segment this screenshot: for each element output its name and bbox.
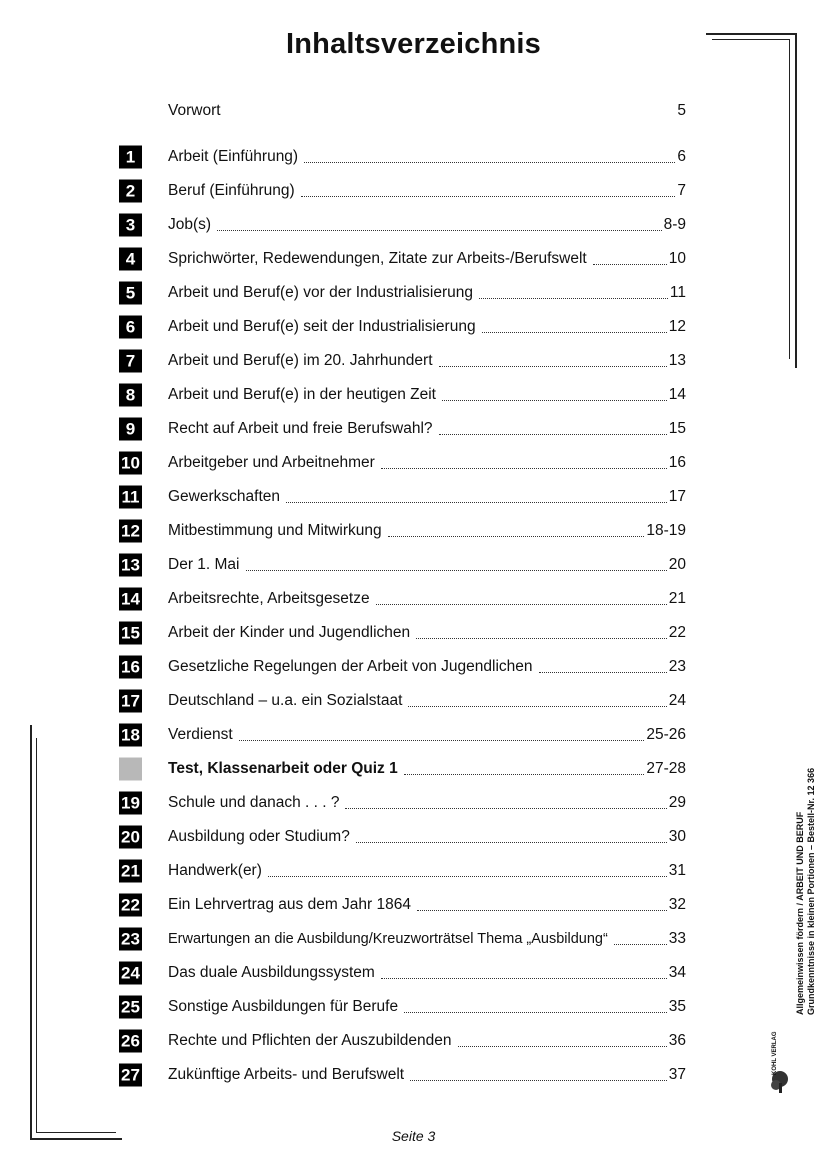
toc-label: Arbeit und Beruf(e) in der heutigen Zeit bbox=[168, 386, 436, 403]
toc-page: 16 bbox=[668, 454, 686, 471]
toc-entry bbox=[168, 140, 686, 174]
toc-row bbox=[117, 480, 690, 514]
chapter-number-box: 7 bbox=[119, 350, 142, 373]
toc-row bbox=[117, 276, 690, 310]
toc-entry bbox=[168, 616, 686, 650]
toc-leader bbox=[410, 1079, 667, 1081]
toc-page: 7 bbox=[677, 182, 686, 199]
chapter-number-box: 19 bbox=[119, 792, 142, 815]
toc-row bbox=[117, 412, 690, 446]
toc-leader bbox=[356, 841, 667, 843]
toc-row bbox=[117, 140, 690, 174]
toc-entry bbox=[168, 888, 686, 922]
chapter-number-box: 25 bbox=[119, 996, 142, 1019]
toc-row bbox=[117, 1024, 690, 1058]
chapter-number-box: 1 bbox=[119, 146, 142, 169]
toc-page: 18-19 bbox=[646, 522, 686, 539]
toc-row bbox=[117, 1058, 690, 1092]
toc-entry bbox=[168, 242, 686, 276]
toc-leader bbox=[458, 1045, 667, 1047]
toc-page: 13 bbox=[668, 352, 686, 369]
frame-bottom-left-v2 bbox=[36, 738, 37, 1133]
toc-leader bbox=[439, 365, 667, 367]
toc-page: 37 bbox=[668, 1066, 686, 1083]
toc-page: 29 bbox=[668, 794, 686, 811]
toc-row bbox=[117, 922, 690, 956]
toc-label: Rechte und Pflichten der Auszubildenden bbox=[168, 1032, 452, 1049]
toc-page: 5 bbox=[677, 102, 686, 119]
toc-page: 34 bbox=[668, 964, 686, 981]
sidebar-publisher-info bbox=[795, 725, 817, 1015]
chapter-number-box: 16 bbox=[119, 656, 142, 679]
toc-page: 31 bbox=[668, 862, 686, 879]
toc-label: Arbeitsrechte, Arbeitsgesetze bbox=[168, 590, 370, 607]
toc-page: 20 bbox=[668, 556, 686, 573]
toc-leader bbox=[376, 603, 667, 605]
toc-leader bbox=[304, 161, 675, 163]
toc-label: Arbeit der Kinder und Jugendlichen bbox=[168, 624, 411, 641]
toc-label: Gewerkschaften bbox=[168, 488, 280, 505]
toc-row bbox=[117, 888, 690, 922]
chapter-number-box: 17 bbox=[119, 690, 142, 713]
toc-leader bbox=[614, 943, 667, 945]
toc-leader bbox=[479, 297, 668, 299]
toc-label: Test, Klassenarbeit oder Quiz 1 bbox=[168, 760, 398, 777]
toc-label: Deutschland – u.a. ein Sozialstaat bbox=[168, 692, 403, 709]
toc-leader bbox=[286, 501, 667, 503]
toc-row bbox=[117, 310, 690, 344]
toc-row bbox=[117, 854, 690, 888]
toc-entry bbox=[168, 786, 686, 820]
sidebar-line-2: Grundkenntnisse in kleinen Portionen – Bestell-Nr. 12 366 bbox=[806, 767, 816, 1015]
toc-page: 33 bbox=[668, 930, 686, 947]
chapter-number-box: 4 bbox=[119, 248, 142, 271]
toc-label: Recht auf Arbeit und freie Berufswahl? bbox=[168, 420, 433, 437]
chapter-number-box: 26 bbox=[119, 1030, 142, 1053]
chapter-number-box: 24 bbox=[119, 962, 142, 985]
toc-entry bbox=[168, 310, 686, 344]
chapter-number-box: 10 bbox=[119, 452, 142, 475]
toc-leader bbox=[408, 705, 666, 707]
toc-row bbox=[117, 582, 690, 616]
toc-entry bbox=[168, 208, 686, 242]
toc-label: Verdienst bbox=[168, 726, 233, 743]
toc-leader bbox=[388, 535, 645, 537]
toc-page: 25-26 bbox=[646, 726, 686, 743]
toc-leader bbox=[482, 331, 667, 333]
toc-page: 32 bbox=[668, 896, 686, 913]
toc-row bbox=[117, 786, 690, 820]
toc-rows bbox=[117, 140, 690, 1092]
toc-page: 35 bbox=[668, 998, 686, 1015]
toc-entry bbox=[168, 582, 686, 616]
toc-row bbox=[117, 344, 690, 378]
publisher-logo-text: KOHL VERLAG bbox=[772, 1031, 778, 1075]
chapter-number-box: 9 bbox=[119, 418, 142, 441]
toc-leader bbox=[417, 909, 667, 911]
chapter-number-box: 12 bbox=[119, 520, 142, 543]
toc-entry bbox=[168, 1024, 686, 1058]
toc-entry bbox=[168, 276, 686, 310]
frame-bottom-left-v1 bbox=[30, 725, 32, 1139]
toc-row bbox=[117, 956, 690, 990]
toc-page: 11 bbox=[669, 284, 686, 301]
toc-entry bbox=[168, 378, 686, 412]
toc-entry bbox=[168, 446, 686, 480]
toc-label: Job(s) bbox=[168, 216, 212, 233]
toc-page: 17 bbox=[668, 488, 686, 505]
toc-row bbox=[117, 446, 690, 480]
toc-row bbox=[117, 820, 690, 854]
chapter-number-box: 8 bbox=[119, 384, 142, 407]
table-of-contents bbox=[117, 94, 690, 1092]
toc-page: 21 bbox=[668, 590, 686, 607]
toc-row bbox=[117, 208, 690, 242]
toc-row bbox=[117, 616, 690, 650]
toc-row bbox=[117, 548, 690, 582]
toc-leader bbox=[381, 467, 667, 469]
toc-row bbox=[117, 990, 690, 1024]
chapter-number-box: 3 bbox=[119, 214, 142, 237]
toc-entry bbox=[168, 480, 686, 514]
toc-page: 23 bbox=[668, 658, 686, 675]
toc-leader bbox=[227, 116, 676, 117]
toc-leader bbox=[217, 229, 662, 231]
toc-entry bbox=[168, 514, 686, 548]
chapter-number-box: 13 bbox=[119, 554, 142, 577]
toc-page: 10 bbox=[668, 250, 686, 267]
toc-entry bbox=[168, 344, 686, 378]
frame-top-right-v1 bbox=[795, 33, 797, 368]
toc-entry bbox=[168, 174, 686, 208]
toc-label: Der 1. Mai bbox=[168, 556, 240, 573]
toc-leader bbox=[268, 875, 667, 877]
toc-entry bbox=[168, 1058, 686, 1092]
toc-label: Sprichwörter, Redewendungen, Zitate zur Arbeits-/Berufswelt bbox=[168, 250, 587, 267]
toc-label: Beruf (Einführung) bbox=[168, 182, 295, 199]
toc-row bbox=[117, 378, 690, 412]
toc-row bbox=[117, 684, 690, 718]
toc-leader bbox=[345, 807, 666, 809]
toc-entry bbox=[168, 94, 686, 128]
toc-page: 22 bbox=[668, 624, 686, 641]
toc-row bbox=[117, 752, 690, 786]
toc-entry bbox=[168, 922, 686, 956]
frame-top-right-v2 bbox=[789, 39, 790, 359]
test-marker-box bbox=[119, 758, 142, 781]
chapter-number-box: 6 bbox=[119, 316, 142, 339]
toc-row bbox=[117, 718, 690, 752]
toc-label: Das duale Ausbildungssystem bbox=[168, 964, 375, 981]
toc-label: Schule und danach . . . ? bbox=[168, 794, 340, 811]
toc-leader bbox=[301, 195, 676, 197]
toc-label: Ein Lehrvertrag aus dem Jahr 1864 bbox=[168, 896, 411, 913]
toc-page: 30 bbox=[668, 828, 686, 845]
toc-entry bbox=[168, 684, 686, 718]
toc-label: Gesetzliche Regelungen der Arbeit von Jugendlichen bbox=[168, 658, 533, 675]
toc-entry bbox=[168, 548, 686, 582]
toc-leader bbox=[239, 739, 645, 741]
toc-page: 36 bbox=[668, 1032, 686, 1049]
toc-row bbox=[117, 242, 690, 276]
chapter-number-box: 27 bbox=[119, 1064, 142, 1087]
sidebar-line-1: Allgemeinwissen fördern / ARBEIT UND BERUF bbox=[795, 811, 805, 1015]
toc-leader bbox=[246, 569, 667, 571]
toc-leader bbox=[539, 671, 667, 673]
toc-entry bbox=[168, 990, 686, 1024]
toc-leader bbox=[593, 263, 667, 265]
chapter-number-box: 5 bbox=[119, 282, 142, 305]
toc-leader bbox=[404, 773, 645, 775]
toc-page: 24 bbox=[668, 692, 686, 709]
toc-page: 12 bbox=[668, 318, 686, 335]
toc-row bbox=[117, 174, 690, 208]
toc-label: Arbeit und Beruf(e) vor der Industrialisierung bbox=[168, 284, 473, 301]
chapter-number-box: 21 bbox=[119, 860, 142, 883]
chapter-number-box: 22 bbox=[119, 894, 142, 917]
chapter-number-box: 23 bbox=[119, 928, 142, 951]
toc-page: 27-28 bbox=[646, 760, 686, 777]
toc-entry bbox=[168, 718, 686, 752]
chapter-number-box: 18 bbox=[119, 724, 142, 747]
page-footer: Seite 3 bbox=[391, 1128, 436, 1144]
toc-row bbox=[117, 650, 690, 684]
toc-leader bbox=[381, 977, 667, 979]
toc-entry bbox=[168, 820, 686, 854]
toc-label: Arbeit und Beruf(e) im 20. Jahrhundert bbox=[168, 352, 433, 369]
toc-label: Arbeitgeber und Arbeitnehmer bbox=[168, 454, 375, 471]
toc-entry bbox=[168, 752, 686, 786]
toc-label: Mitbestimmung und Mitwirkung bbox=[168, 522, 382, 539]
toc-entry bbox=[168, 650, 686, 684]
toc-page: 8-9 bbox=[663, 216, 686, 233]
toc-row bbox=[117, 514, 690, 548]
chapter-number-box: 2 bbox=[119, 180, 142, 203]
toc-entry bbox=[168, 412, 686, 446]
toc-leader bbox=[439, 433, 667, 435]
toc-label: Sonstige Ausbildungen für Berufe bbox=[168, 998, 399, 1015]
chapter-number-box: 11 bbox=[119, 486, 142, 509]
toc-label: Erwartungen an die Ausbildung/Kreuzworträtsel Thema „Ausbildung“ bbox=[168, 931, 608, 947]
page-title: Inhaltsverzeichnis bbox=[285, 28, 542, 60]
toc-entry bbox=[168, 854, 686, 888]
toc-label: Ausbildung oder Studium? bbox=[168, 828, 350, 845]
toc-row-vorwort bbox=[117, 94, 690, 128]
chapter-number-box: 20 bbox=[119, 826, 142, 849]
toc-label: Vorwort bbox=[168, 102, 221, 119]
toc-leader bbox=[442, 399, 667, 401]
chapter-number-box: 15 bbox=[119, 622, 142, 645]
toc-page: 14 bbox=[668, 386, 686, 403]
toc-leader bbox=[416, 637, 667, 639]
toc-page: 15 bbox=[668, 420, 686, 437]
toc-label: Zukünftige Arbeits- und Berufswelt bbox=[168, 1066, 405, 1083]
toc-label: Arbeit und Beruf(e) seit der Industrialisierung bbox=[168, 318, 476, 335]
toc-page: 6 bbox=[677, 148, 686, 165]
toc-label: Handwerk(er) bbox=[168, 862, 262, 879]
chapter-number-box: 14 bbox=[119, 588, 142, 611]
toc-label: Arbeit (Einführung) bbox=[168, 148, 299, 165]
toc-leader bbox=[404, 1011, 667, 1013]
toc-entry bbox=[168, 956, 686, 990]
